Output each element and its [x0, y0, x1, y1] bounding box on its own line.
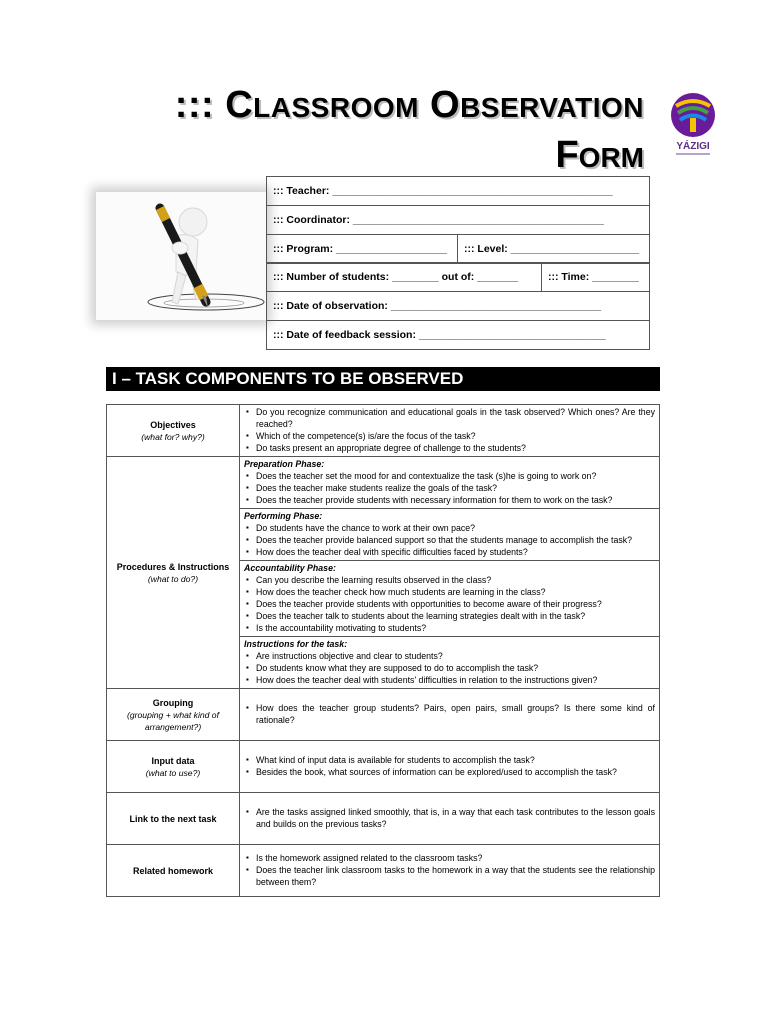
- list-item: ▪ How does the teacher deal with specific difficulties faced by students?: [256, 546, 655, 558]
- phase-title: Preparation Phase:: [244, 459, 325, 469]
- list-item: ▪ How does the teacher deal with students' difficulties in relation to the instructions given?: [256, 674, 655, 686]
- phase-title: Instructions for the task:: [244, 639, 348, 649]
- grouping-label-cell: [107, 689, 240, 741]
- row-sublabel: (grouping + what kind of arrangement?): [127, 709, 219, 732]
- phase-title: Accountability Phase:: [244, 563, 336, 573]
- date-feedback-field[interactable]: ::: Date of feedback session: ________________________________: [267, 321, 650, 350]
- task-components-table: [106, 404, 660, 897]
- list-item: ▪ Besides the book, what sources of information can be explored/used to accomplish the task?: [256, 766, 655, 778]
- title-word2-initial: O: [430, 84, 461, 126]
- list-item: ▪ Does the teacher provide balanced support so that the students manage to accomplish the task?: [256, 534, 655, 546]
- list-item: ▪ How does the teacher group students? Pairs, open pairs, small groups? Is there some kind of rationale?: [256, 702, 655, 726]
- list-item: ▪ Does the teacher provide students with necessary information for them to work on the task?: [256, 494, 655, 506]
- logo-text: YÁZIGI: [676, 141, 710, 152]
- table-row: [107, 405, 660, 457]
- list-item: ▪ Do students have the chance to work at their own pace?: [256, 522, 655, 534]
- performing-phase-content: [240, 509, 660, 561]
- list-item: ▪ Do you recognize communication and educational goals in the task observed? Which ones? Are they reached?: [256, 406, 655, 430]
- list-item: ▪ Does the teacher talk to students about the learning strategies dealt with in the task?: [256, 610, 655, 622]
- table-row: [107, 793, 660, 845]
- time-field[interactable]: ::: Time: ________: [542, 263, 650, 292]
- table-row: [107, 741, 660, 793]
- students-time-table: [266, 262, 650, 350]
- title-word3-rest: ORM: [578, 141, 644, 173]
- title-prefix: :::: [174, 84, 226, 126]
- row-label: Related homework: [132, 865, 214, 876]
- date-observation-field[interactable]: ::: Date of observation: ____________________________________: [267, 292, 650, 321]
- list-item: ▪ What kind of input data is available for students to accomplish the task?: [256, 754, 655, 766]
- table-row: [107, 689, 660, 741]
- list-item: ▪ Are the tasks assigned linked smoothly, that is, in a way that each task contributes to the lesson goals and builds on the previous tasks?: [256, 806, 655, 830]
- yazigi-logo: [668, 92, 718, 162]
- list-item: ▪ Does the teacher link classroom tasks to the homework in a way that the students see the relationship between them?: [256, 864, 655, 888]
- grouping-content: [240, 689, 660, 741]
- level-field[interactable]: ::: Level: ______________________: [458, 235, 650, 264]
- list-item: ▪ Does the teacher make students realize the goals of the task?: [256, 482, 655, 494]
- list-item: ▪ Are instructions objective and clear to students?: [256, 650, 655, 662]
- row-label: Input data: [151, 755, 195, 766]
- phase-title: Performing Phase:: [244, 511, 323, 521]
- homework-content: [240, 845, 660, 897]
- teacher-info-table: [266, 176, 650, 264]
- program-field[interactable]: ::: Program: ___________________: [267, 235, 458, 264]
- procedures-label-cell: [107, 457, 240, 689]
- input-data-label-cell: [107, 741, 240, 793]
- link-label-cell: [107, 793, 240, 845]
- accountability-phase-content: [240, 561, 660, 637]
- row-sublabel: (what to do?): [147, 573, 199, 584]
- title-word1-initial: C: [225, 84, 254, 126]
- page-title: [175, 84, 644, 177]
- row-label: Link to the next task: [129, 813, 217, 824]
- row-label: Procedures & Instructions: [116, 561, 230, 572]
- row-label: Grouping: [152, 697, 194, 708]
- preparation-phase-content: [240, 457, 660, 509]
- table-row: [107, 845, 660, 897]
- title-word1-rest: LASSROOM: [253, 92, 419, 123]
- homework-label-cell: [107, 845, 240, 897]
- coordinator-field[interactable]: ::: Coordinator: ___________________________________________: [267, 206, 650, 235]
- row-sublabel: (what to use?): [145, 767, 201, 778]
- section-heading: I – TASK COMPONENTS TO BE OBSERVED: [106, 367, 660, 391]
- teacher-field[interactable]: ::: Teacher: ________________________________________________: [267, 177, 650, 206]
- list-item: ▪ Does the teacher provide students with opportunities to become aware of their progress?: [256, 598, 655, 610]
- list-item: ▪ Does the teacher set the mood for and contextualize the task (s)he is going to work on?: [256, 470, 655, 482]
- list-item: ▪ Is the accountability motivating to students?: [256, 622, 655, 634]
- row-label: Objectives: [150, 419, 196, 430]
- list-item: ▪ Is the homework assigned related to the classroom tasks?: [256, 852, 655, 864]
- instructions-content: [240, 637, 660, 689]
- table-row: [107, 457, 660, 509]
- link-content: [240, 793, 660, 845]
- list-item: ▪ Can you describe the learning results observed in the class?: [256, 574, 655, 586]
- input-data-content: [240, 741, 660, 793]
- title-word3-initial: F: [555, 133, 579, 176]
- list-item: ▪ Do students know what they are supposed to do to accomplish the task?: [256, 662, 655, 674]
- title-word2-rest: BSERVATION: [460, 92, 644, 123]
- students-field[interactable]: ::: Number of students: ________ out of: _______: [267, 263, 542, 292]
- row-sublabel: (what for? why?): [141, 431, 205, 442]
- list-item: ▪ Which of the competence(s) is/are the focus of the task?: [256, 430, 655, 442]
- objectives-content: [240, 405, 660, 457]
- list-item: ▪ How does the teacher check how much students are learning in the class?: [256, 586, 655, 598]
- list-item: ▪ Do tasks present an appropriate degree of challenge to the students?: [256, 442, 655, 454]
- objectives-label-cell: [107, 405, 240, 457]
- pen-figure-illustration: [96, 192, 266, 320]
